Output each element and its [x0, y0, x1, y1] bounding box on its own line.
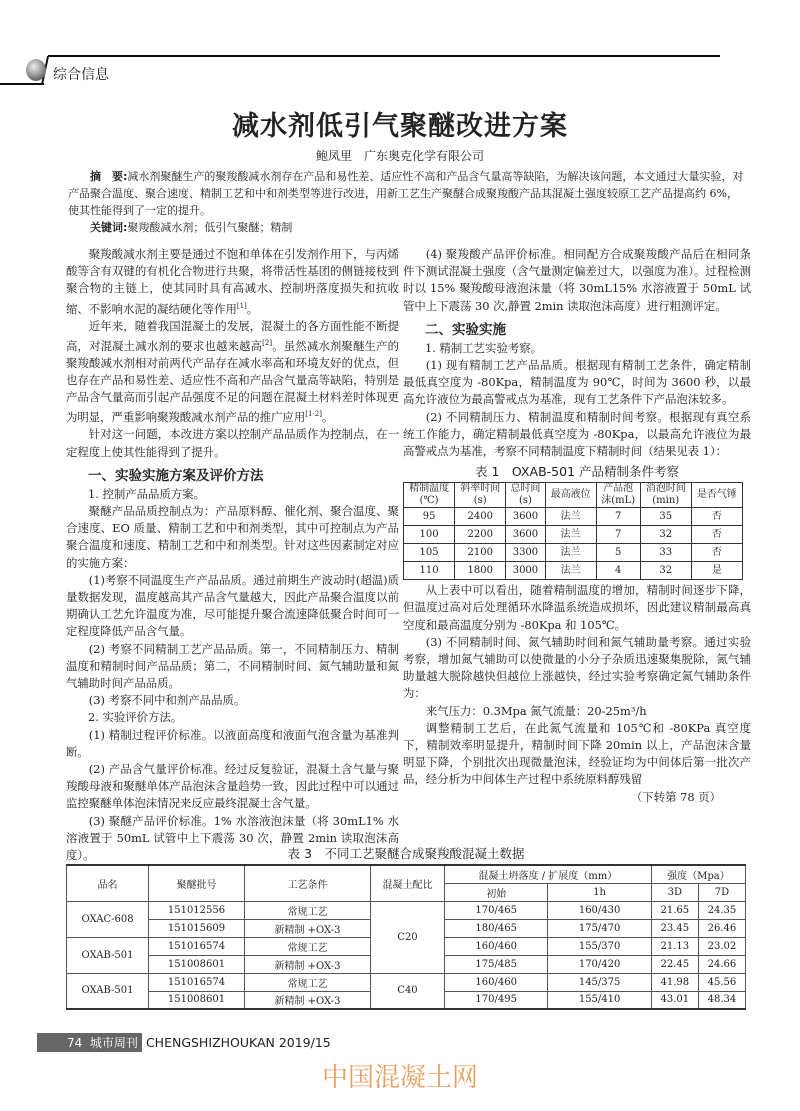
table-cell: 常规工艺: [245, 937, 371, 955]
paragraph: 针对这一问题，本改进方案以控制产品品质作为控制点，在一定程度上使其性能得到了提升。: [66, 427, 399, 459]
th-1h: 1h: [548, 883, 651, 901]
table-row: [404, 544, 743, 562]
table-cell: 7: [596, 526, 640, 544]
table-cell: 23.02: [698, 937, 745, 955]
table-cell: 新精制 +OX-3: [245, 919, 371, 937]
paragraph: (3) 考察不同中和剂产品品质。: [88, 693, 246, 708]
section-heading: 二、实验实施: [425, 321, 506, 338]
right-column: [403, 246, 751, 806]
table-row: [404, 526, 743, 544]
th-init: 初始: [445, 883, 548, 901]
table-cell: 22.45: [651, 955, 698, 973]
table-cell: 100: [404, 526, 455, 544]
table3-caption: 表 3 不同工艺聚醚合成聚羧酸混凝土数据: [287, 846, 525, 861]
table-cell: 3000: [506, 562, 545, 580]
table-cell: 151016574: [149, 973, 245, 991]
keywords-label: 关键词:: [90, 221, 128, 234]
table-cell: 33: [640, 544, 691, 562]
paragraph: (2) 考察不同精制工艺产品品质。第一，不同精制压力、精制温度和精制时间产品品质；第二，不同精制时间、氮气辅助量和氮气辅助时间产品品质。: [66, 641, 399, 691]
left-column: [66, 246, 399, 864]
table-cell: 32: [640, 562, 691, 580]
table1-header: 精制温度 (℃): [404, 483, 455, 508]
section-label: 综合信息: [53, 67, 109, 83]
table-cell: 145/375: [548, 973, 651, 991]
abstract-text: 减水剂聚醚生产的聚羧酸减水剂存在产品和易性差、适应性不高和产品含气量高等缺陷，为解决该问题，本文通过大量实验，对产品聚合温度、聚合速度、精制工艺和中和剂类型等进行改进，用新工艺生产聚醚合成聚羧酸产品其混凝土强度较原工艺产品提高约 6%，使其性能得到了一定的提升。: [68, 170, 744, 217]
table-cell: 是: [691, 562, 742, 580]
table-cell: 155/410: [548, 991, 651, 1009]
table-cell: 法兰: [545, 526, 596, 544]
table-cell: 180/465: [445, 919, 548, 937]
paragraph: 调整精制工艺后，在此氮气流量和 105℃和 -80KPa 真空度下，精制效率明显提升，精制时间下降 20min 以上，产品泡沫含量明显下降，个别批次出现微量泡沫，经验证均为中间体后第一批次产品，经分析为中间体生产过程中系统原料醇残留: [403, 720, 751, 787]
th-3d: 3D: [651, 883, 698, 901]
table-cell: 170/420: [548, 955, 651, 973]
page-number: 74: [67, 1036, 83, 1050]
continued-note: （下转第 78 页）: [630, 789, 721, 804]
table-cell: 160/460: [445, 937, 548, 955]
footer: [37, 1033, 331, 1052]
table-cell: 41.98: [651, 973, 698, 991]
paragraph: (3) 不同精制时间、氮气辅助时间和氮气辅助量考察。通过实验考察，增加氮气辅助可以使微量的小分子杂质迅速聚集脱除，氮气辅助量越大脱除越快但越位上涨越快，经过实验考察确定氮气辅助条件为：: [403, 634, 751, 701]
table-cell: 32: [640, 526, 691, 544]
table1-header: 消泡时间 (min): [640, 483, 691, 508]
table-cell: C40: [371, 973, 445, 1009]
table3: [66, 864, 746, 1010]
table1-header: 是否气锤: [691, 483, 742, 508]
table-cell: 新精制 +OX-3: [245, 955, 371, 973]
paragraph: (1) 现有精制工艺产品品质。根据现有精制工艺条件，确定精制最低真空度为 -80Kpa，精制温度为 90℃，时间为 3600 秒，以最高允许液位为最高警戒点为基准，现有工艺条件下产品泡沫较多。: [403, 358, 751, 407]
table-cell: 否: [691, 544, 742, 562]
table-cell: 45.56: [698, 973, 745, 991]
th-name: 品名: [67, 865, 149, 901]
watermark: 中国混凝土网: [321, 1063, 478, 1093]
table1: [403, 482, 743, 580]
table-cell: 新精制 +OX-3: [245, 991, 371, 1009]
table-cell: 2100: [455, 544, 506, 562]
table-cell: 105: [404, 544, 455, 562]
table-cell: 常规工艺: [245, 973, 371, 991]
paragraph: (1)考察不同温度生产产品品质。通过前期生产波动时(超温)质量数据发现，温度越高其产品含气量越大，因此产品聚合温度以前期确认工艺允许温度为准，尽可能提升聚合流速降低聚合时间可一定程度降低产品含气量。: [66, 572, 399, 639]
header-rule: [48, 55, 720, 57]
table-row: [67, 901, 746, 919]
keywords: [90, 219, 292, 235]
table-cell: 110: [404, 562, 455, 580]
journal-name: 城市周刊: [89, 1036, 138, 1050]
table-cell: 24.66: [698, 955, 745, 973]
article-title: 减水剂低引气聚醚改进方案: [232, 111, 568, 142]
table-cell: 2400: [455, 508, 506, 526]
table1-header: 斜率时间 (s): [455, 483, 506, 508]
author-line: 鲍凤里 广东奥克化学有限公司: [315, 149, 484, 163]
table-cell: OXAB-501: [67, 973, 149, 1009]
table-cell: 23.45: [651, 919, 698, 937]
table-row: [67, 973, 746, 991]
table-cell: 95: [404, 508, 455, 526]
table-cell: 35: [640, 508, 691, 526]
table-cell: 3600: [506, 508, 545, 526]
th-batch: 聚醚批号: [149, 865, 245, 901]
paragraph: (4) 聚羧酸产品评价标准。相同配方合成聚羧酸产品后在相同条件下测试混凝土强度（含气量测定偏差过大，以强度为准）。过程检测时以 15% 聚羧酸母液泡沫量（将 30mL15% 水溶液置于 50mL 试管中上下震荡 30 次,静置 2min 读取泡沫高度）进行粗测评定。: [403, 247, 751, 313]
table-cell: 21.13: [651, 937, 698, 955]
table-cell: 5: [596, 544, 640, 562]
subsection-heading: 1. 控制产品品质方案。: [88, 486, 206, 501]
table-cell: 法兰: [545, 562, 596, 580]
th-slump: 混凝土坍落度 / 扩展度（mm）: [445, 865, 652, 883]
table1-header: 最高液位: [545, 483, 596, 508]
th-strength: 强度（Mpa）: [651, 865, 745, 883]
table-row: [404, 562, 743, 580]
table-row: [404, 508, 743, 526]
table-cell: 3300: [506, 544, 545, 562]
table-cell: 4: [596, 562, 640, 580]
header-rule-left: [0, 83, 44, 85]
table-cell: 151012556: [149, 901, 245, 919]
table-cell: 法兰: [545, 508, 596, 526]
table-cell: 151008601: [149, 991, 245, 1009]
paragraph: 从上表中可以看出，随着精制温度的增加，精制时间逐步下降，但温度过高对后处理循环水降温系统造成损坏，因此建议精制最高真空度和最高温度分别为 -80Kpa 和 105℃。: [403, 583, 751, 632]
abstract-label: 摘 要:: [90, 170, 128, 183]
table-cell: OXAB-501: [67, 937, 149, 973]
table-cell: 法兰: [545, 544, 596, 562]
table3-block: [66, 842, 746, 1010]
table-cell: 160/430: [548, 901, 651, 919]
section-heading: 一、实验实施方案及评价方法: [88, 467, 264, 484]
table-cell: 24.35: [698, 901, 745, 919]
paragraph: 来气压力：0.3Mpa 氮气流量：20-25m³/h: [425, 703, 647, 718]
paragraph: 聚羧酸减水剂主要是通过不饱和单体在引发剂作用下，与丙烯酸等含有双键的有机化合物进行共聚，将带活性基团的侧链接枝到聚合物的主链上，使其同时具有高减水、控制坍落度损失和抗收缩、不影响水泥的凝结硬化等作用[1]。: [66, 247, 399, 316]
paragraph: (2) 产品含气量评价标准。经过反复验证，混凝土含气量与聚羧酸母液和聚醚单体产品泡沫含量趋势一致，因此过程中可以通过监控聚醚单体泡沫情况来反应最终混凝土含气量。: [66, 762, 399, 811]
table-cell: 151015609: [149, 919, 245, 937]
keywords-text: 聚羧酸减水剂；低引气聚醚；精制: [127, 221, 293, 234]
publication-issue: CHENGSHIZHOUKAN 2019/15: [145, 1035, 331, 1050]
table-cell: 2200: [455, 526, 506, 544]
table-cell: 7: [596, 508, 640, 526]
paragraph: 近年来，随着我国混凝土的发展，混凝土的各方面性能不断提高，对混凝土减水剂的要求也越来越高[2]。虽然减水剂聚醚生产的聚羧酸减水剂相对前两代产品存在减水率高和环境友好的优点，但也存在产品和易性差、适应性不高和产品含气量高等缺陷，特别是产品含气量高而引起产品强度不足的问题在混凝土材料差时体现更为明显，严重影响聚羧酸减水剂产品的推广应用[1-2]。: [66, 318, 399, 425]
table-cell: 155/370: [548, 937, 651, 955]
table-cell: 48.34: [698, 991, 745, 1009]
footer-page-box: [37, 1033, 142, 1052]
table-cell: 151008601: [149, 955, 245, 973]
table-cell: 3600: [506, 526, 545, 544]
table-cell: 否: [691, 508, 742, 526]
table-cell: C20: [371, 901, 445, 973]
th-7d: 7D: [698, 883, 745, 901]
table-cell: 否: [691, 526, 742, 544]
table-cell: 43.01: [651, 991, 698, 1009]
table-cell: 175/470: [548, 919, 651, 937]
table-cell: 170/495: [445, 991, 548, 1009]
globe-icon: [26, 59, 46, 81]
table-cell: 151016574: [149, 937, 245, 955]
table-cell: 21.65: [651, 901, 698, 919]
table-cell: 170/465: [445, 901, 548, 919]
paragraph: 聚醚产品品质控制点为：产品原料醇、催化剂、聚合温度、聚合速度、EO 质量、精制工艺和中和剂类型，其中可控制点为产品聚合温度和速度、精制工艺和中和剂类型。针对这些因素制定对应的实施方案：: [66, 504, 399, 570]
subsection-heading: 1. 精制工艺实验考察。: [425, 340, 543, 355]
table-cell: 1800: [455, 562, 506, 580]
paragraph: (2) 不同精制压力、精制温度和精制时间考察。根据现有真空系统工作能力，确定精制最低真空度为 -80Kpa，以最高允许液位为最高警戒点为基准，考察不同精制温度下精制时间（结果见表 1）：: [403, 409, 751, 459]
table-cell: OXAC-608: [67, 901, 149, 937]
table-cell: 160/460: [445, 973, 548, 991]
paragraph: (1) 精制过程评价标准。以液面高度和液面气泡含量为基准判断。: [66, 727, 399, 759]
subsection-heading: 2. 实验评价方法。: [88, 710, 183, 725]
abstract: [68, 168, 748, 219]
table1-caption: 表 1 OXAB-501 产品精制条件考察: [475, 464, 679, 480]
table-cell: 26.46: [698, 919, 745, 937]
table-cell: 常规工艺: [245, 901, 371, 919]
paragraph: (3) 聚醚产品评价标准。1% 水溶液泡沫量（将 30mL1% 水溶液置于 50mL 试管中上下震荡 30 次，静置 2min 读取泡沫高度）。: [66, 813, 399, 863]
th-ratio: 混凝土配比: [371, 865, 445, 901]
table1-header: 总时间 (s): [506, 483, 545, 508]
table1-header: 产品泡 沫(mL): [596, 483, 640, 508]
table-cell: 175/485: [445, 955, 548, 973]
th-process: 工艺条件: [245, 865, 371, 901]
